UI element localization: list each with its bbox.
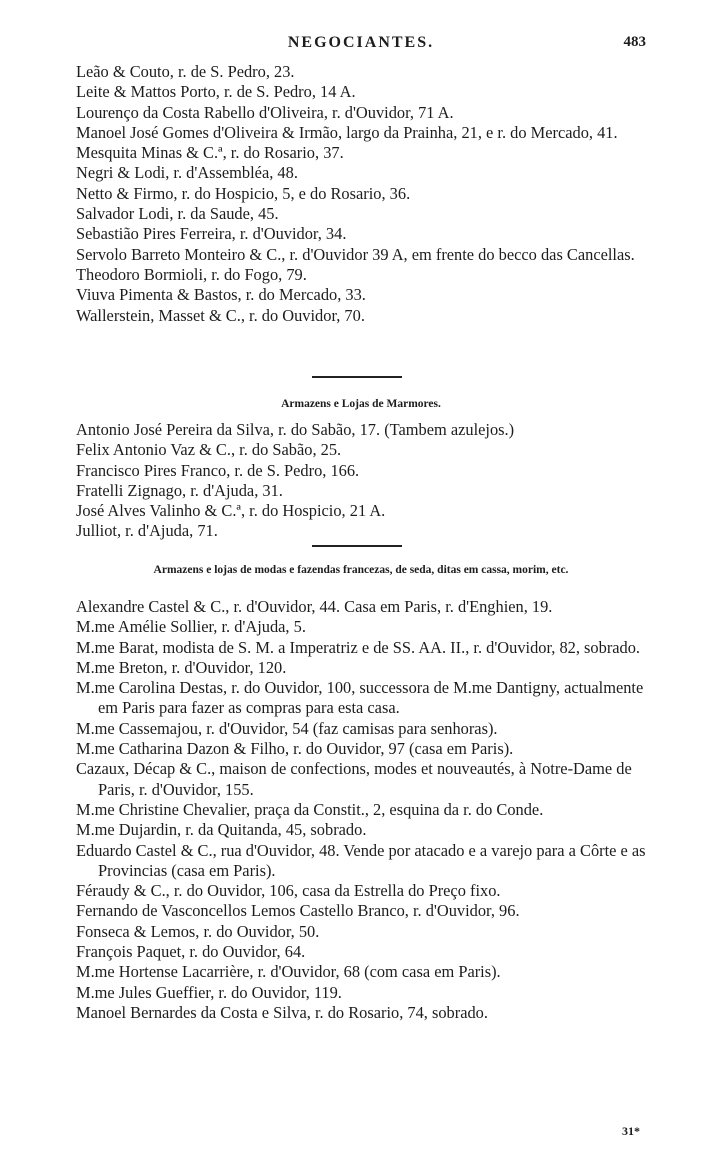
signature-mark: 31* [622, 1124, 640, 1138]
list-item: Theodoro Bormioli, r. do Fogo, 79. [76, 264, 307, 284]
list-item: M.me Catharina Dazon & Filho, r. do Ouvidor, 97 (casa em Paris). [76, 739, 514, 759]
list-item: Salvador Lodi, r. da Saude, 45. [76, 204, 279, 224]
section-title: Armazens e lojas de modas e fazendas francezas, de seda, ditas em cassa, morim, etc. [153, 564, 569, 576]
list-item: M.me Barat, modista de S. M. a Imperatriz e de SS. AA. II., r. d'Ouvidor, 82, sobrado. [76, 637, 641, 657]
list-item: M.me Amélie Sollier, r. d'Ajuda, 5. [76, 617, 306, 637]
list-item: Alexandre Castel & C., r. d'Ouvidor, 44. Casa em Paris, r. d'Enghien, 19. [76, 597, 553, 616]
list-item: Antonio José Pereira da Silva, r. do Sabão, 17. (Tambem azulejos.) [76, 420, 515, 439]
list-item: M.me Jules Gueffier, r. do Ouvidor, 119. [76, 982, 342, 1002]
list-item: Sebastião Pires Ferreira, r. d'Ouvidor, 34. [76, 224, 347, 244]
list-item: Felix Antonio Vaz & C., r. do Sabão, 25. [76, 440, 342, 460]
section-title: Armazens e Lojas de Marmores. [281, 398, 441, 410]
list-item: M.me Cassemajou, r. d'Ouvidor, 54 (faz camisas para senhoras). [76, 718, 498, 738]
list-item: Manoel Bernardes da Costa e Silva, r. do Rosario, 74, sobrado. [76, 1002, 488, 1022]
list-item: Fernando de Vasconcellos Lemos Castello Branco, r. d'Ouvidor, 96. [76, 901, 520, 921]
section-divider [312, 545, 402, 547]
list-item: Julliot, r. d'Ajuda, 71. [76, 521, 218, 541]
list-item: Mesquita Minas & C.ª, r. do Rosario, 37. [76, 143, 344, 163]
page-header [76, 34, 646, 54]
running-title: NEGOCIANTES. [287, 34, 435, 51]
list-item: Leite & Mattos Porto, r. de S. Pedro, 14 A. [76, 82, 356, 102]
list-item: Servolo Barreto Monteiro & C., r. d'Ouvidor 39 A, em frente do becco das Cancellas. [76, 244, 635, 264]
marmores-section [76, 397, 646, 412]
list-item: M.me Breton, r. d'Ouvidor, 120. [76, 657, 287, 677]
modas-section [76, 563, 646, 578]
list-item: Féraudy & C., r. do Ouvidor, 106, casa da Estrella do Preço fixo. [76, 881, 501, 901]
list-item: Wallerstein, Masset & C., r. do Ouvidor, 70. [76, 305, 365, 325]
list-item: Cazaux, Décap & C., maison de confections, modes et nouveautés, à Notre-Dame de Paris, r. d'Ouvidor, 155. [76, 759, 632, 799]
list-item: Leão & Couto, r. de S. Pedro, 23. [76, 62, 295, 81]
list-item: Manoel José Gomes d'Oliveira & Irmão, largo da Prainha, 21, e r. do Mercado, 41. [76, 122, 618, 142]
list-item: M.me Carolina Destas, r. do Ouvidor, 100, successora de M.me Dantigny, actualmente em Paris para fazer as compras para esta casa. [76, 678, 644, 718]
list-item: Netto & Firmo, r. do Hospicio, 5, e do Rosario, 36. [76, 183, 411, 203]
list-item: M.me Dujardin, r. da Quitanda, 45, sobrado. [76, 820, 367, 840]
section-divider [312, 376, 402, 378]
list-item: M.me Hortense Lacarrière, r. d'Ouvidor, 68 (com casa em Paris). [76, 962, 501, 982]
list-item: M.me Christine Chevalier, praça da Constit., 2, esquina da r. do Conde. [76, 799, 544, 819]
list-item: Eduardo Castel & C., rua d'Ouvidor, 48. Vende por atacado e a varejo para a Côrte e as Provincias (casa em Paris). [76, 840, 646, 880]
list-item: José Alves Valinho & C.ª, r. do Hospicio, 21 A. [76, 501, 386, 521]
negociantes-list [76, 62, 646, 326]
marmores-list [76, 420, 646, 542]
list-item: Negri & Lodi, r. d'Assembléa, 48. [76, 163, 298, 183]
list-item: Viuva Pimenta & Bastos, r. do Mercado, 33. [76, 285, 366, 305]
list-item: Lourenço da Costa Rabello d'Oliveira, r. d'Ouvidor, 71 A. [76, 102, 454, 122]
list-item: Fonseca & Lemos, r. do Ouvidor, 50. [76, 921, 320, 941]
list-item: François Paquet, r. do Ouvidor, 64. [76, 942, 306, 962]
list-item: Fratelli Zignago, r. d'Ajuda, 31. [76, 480, 283, 500]
modas-list [76, 597, 646, 1023]
list-item: Francisco Pires Franco, r. de S. Pedro, 166. [76, 460, 360, 480]
page-number: 483 [623, 34, 646, 50]
